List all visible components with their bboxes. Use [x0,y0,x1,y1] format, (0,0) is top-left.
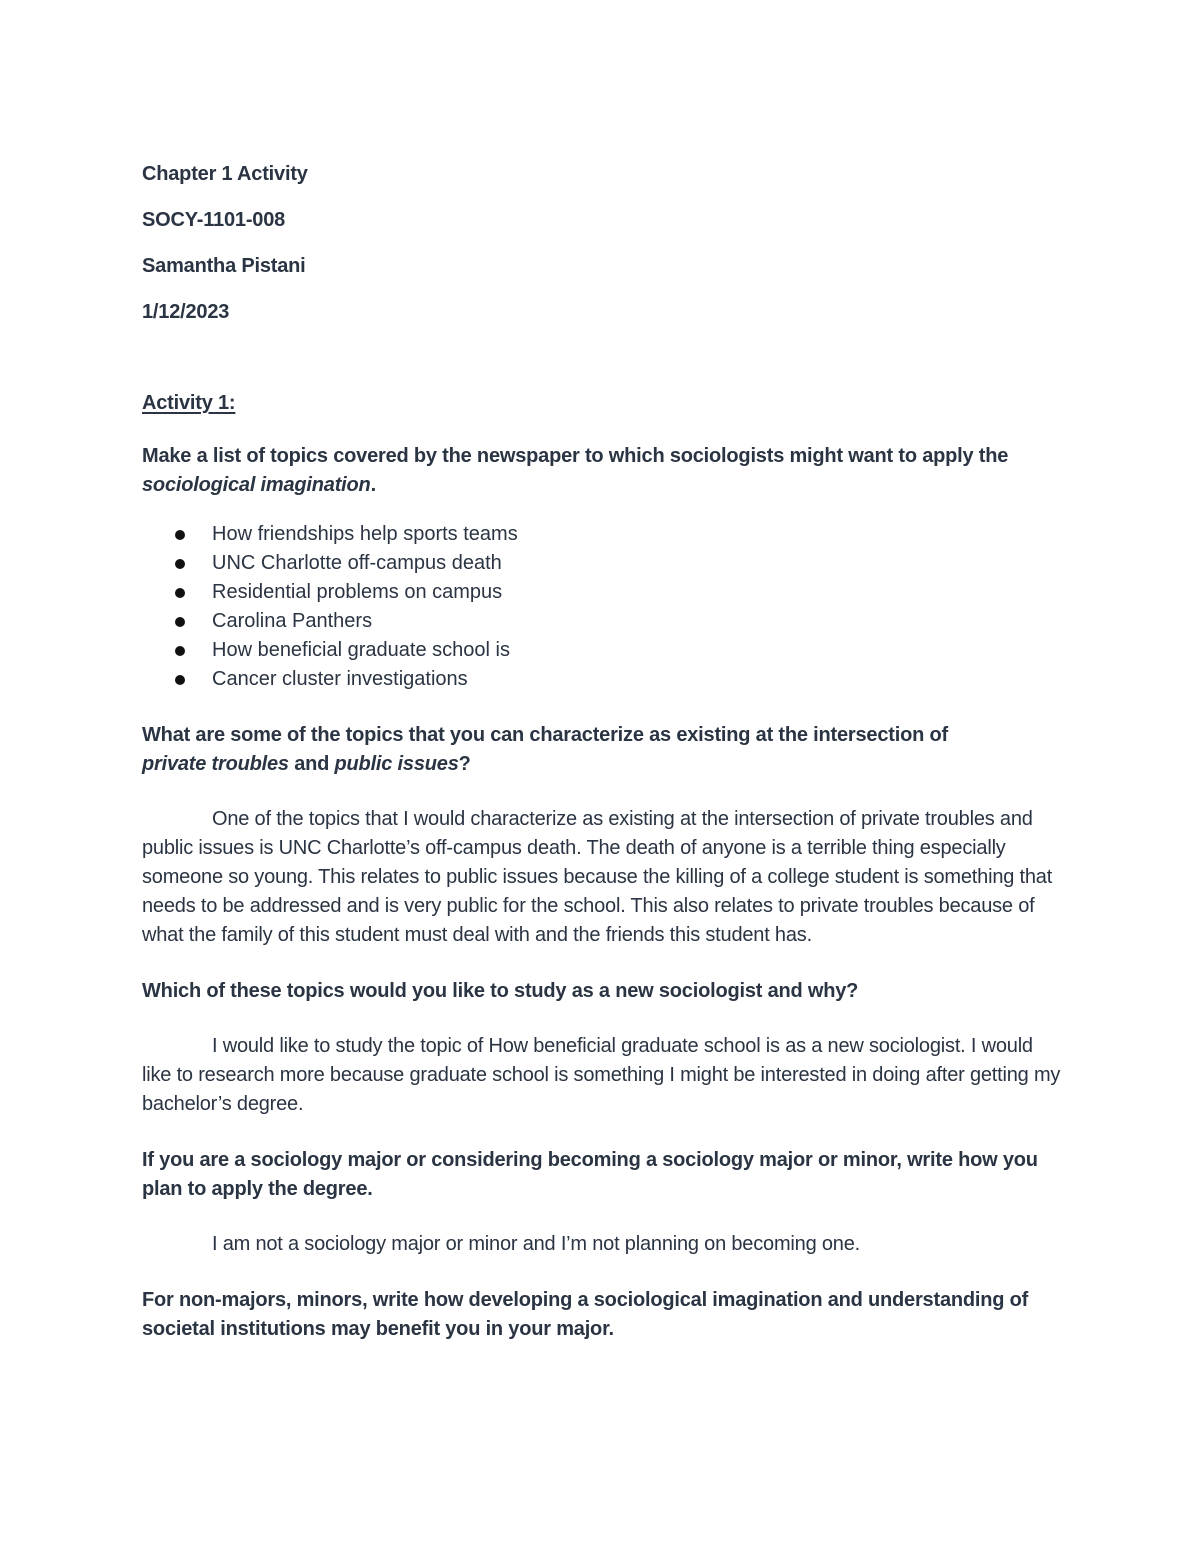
student-name: Samantha Pistani [142,255,306,277]
answer-4: I am not a sociology major or minor and I’m not planning on becoming one. [212,1233,860,1255]
activity-heading-text: Activity 1: [142,392,236,414]
bullet-icon [175,559,185,569]
question-1-suffix: . [370,474,376,496]
course-code: SOCY-1101-008 [142,209,286,231]
question-2-and: and [288,753,335,775]
list-item [142,665,1062,694]
activity-heading [142,389,1062,418]
topic-text: UNC Charlotte off-campus death [212,552,502,574]
document-page [142,160,1062,1344]
question-3: Which of these topics would you like to study as a new sociologist and why? [142,980,859,1002]
list-item [142,636,1062,665]
question-1 [142,442,1022,500]
question-2-italic-2: public issues [334,753,459,775]
topic-text: How friendships help sports teams [212,523,518,545]
topics-list [142,520,1062,694]
question-2-italic-1: private troubles [142,753,289,775]
topic-text: Residential problems on campus [212,581,503,603]
bullet-icon [175,588,185,598]
list-item [142,578,1062,607]
list-item [142,607,1062,636]
question-5: For non-majors, minors, write how developing a sociological imagination and understanding of societal institutions may benefit you in your major. [142,1289,1029,1340]
question-1-text: Make a list of topics covered by the newspaper to which sociologists might want to apply the [142,445,1009,467]
question-1-italic: sociological imagination [142,474,371,496]
topic-text: Carolina Panthers [212,610,373,632]
question-4: If you are a sociology major or considering becoming a sociology major or minor, write how you plan to apply the degree. [142,1149,1038,1200]
question-2-text: What are some of the topics that you can characterize as existing at the intersection of [142,724,948,746]
topic-text: How beneficial graduate school is [212,639,510,661]
bullet-icon [175,617,185,627]
question-2-end: ? [458,753,471,775]
topic-text: Cancer cluster investigations [212,668,468,690]
question-2 [142,721,982,779]
document-date: 1/12/2023 [142,301,230,323]
bullet-icon [175,530,185,540]
bullet-icon [175,646,185,656]
bullet-icon [175,675,185,685]
list-item [142,520,1062,549]
document-title: Chapter 1 Activity [142,163,308,185]
list-item [142,549,1062,578]
answer-2: One of the topics that I would characterize as existing at the intersection of private troubles and public issues is UNC Charlotte’s off-campus death. The death of anyone is a terrible thing especially someone so young. This relates to public issues because the killing of a college student is something that needs to be addressed and is very public for the school. This also relates to private troubles because of what the family of this student must deal with and the friends this student has. [142,808,1053,946]
answer-3: I would like to study the topic of How beneficial graduate school is as a new sociologist. I would like to research more because graduate school is something I might be interested in doing after getting my bachelor’s degree. [142,1035,1061,1115]
